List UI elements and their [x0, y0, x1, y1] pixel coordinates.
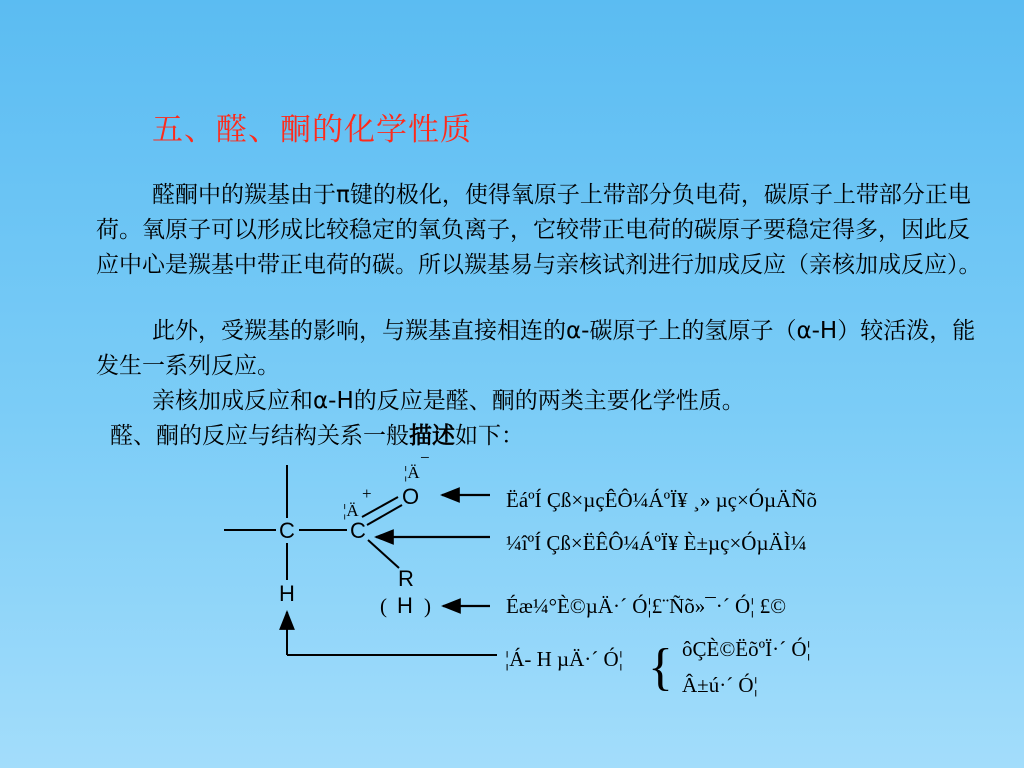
paragraph-carbonyl-polarization: 醛酮中的羰基由于π键的极化，使得氧原子上带部分负电荷，碳原子上带部分正电荷。氧原子可以形成比较稳定的氧负离子，它较带正电荷的碳原子要稳定得多，因此反应中心是羰基中带正电荷的碳。所以羰基易与亲核试剂进行加成反应（亲核加成反应）。: [96, 182, 982, 278]
bond-lines: [224, 465, 497, 655]
charge-delta-plus: ¦Ä: [343, 501, 359, 520]
charge-minus-sign: −: [420, 448, 430, 467]
summary-text-end: 如下：: [455, 423, 524, 449]
summary-bold-word: 描述: [409, 423, 455, 449]
label-aldehyde-h-reaction: Éæ¼°È©µÄ·´ Ó¦£¨Ñõ»¯·´ Ó¦ £©: [506, 594, 787, 618]
brace-icon: {: [648, 639, 673, 696]
atom-aldehyde-h: H: [397, 593, 413, 618]
paragraph-alpha-hydrogen: 此外，受羰基的影响，与羰基直接相连的α-碳原子上的氢原子（α-H）较活泼，能发生一系列反应。: [96, 318, 976, 379]
atom-r-group: R: [398, 566, 414, 591]
atom-hydrogen-alpha: H: [279, 581, 295, 606]
summary-text: 醛、酮的反应与结构关系一般: [110, 423, 409, 449]
label-alpha-h-reaction: ¦Á- H µÄ·´ Ó¦: [505, 647, 623, 671]
label-alpha-reaction-halogenation: Â±ú·´ Ó¦: [682, 673, 758, 697]
aldehyde-paren-close: ): [424, 594, 431, 618]
label-oxygen-attack: ËáºÍ Çß×µçÊÔ¼ÁºÏ¥ ¸» µç×ÓµÄÑõ: [506, 488, 817, 512]
atom-carbon-carbonyl: C: [350, 518, 366, 543]
bond-c-o-2: [367, 505, 402, 525]
aldehyde-paren-open: (: [380, 594, 387, 618]
label-carbon-attack: ¼îºÍ Çß×ËÊÔ¼ÁºÏ¥ È±µç×ÓµÄÌ¼: [506, 531, 807, 555]
bond-c-r: [368, 540, 399, 568]
charge-plus-sign: +: [362, 484, 372, 503]
paragraph-main-properties: 亲核加成反应和α-H的反应是醛、酮的两类主要化学性质。: [152, 388, 745, 414]
charge-delta-minus: ¦Ä: [404, 463, 420, 482]
atom-oxygen: O: [402, 484, 420, 509]
slide-title: 五、醛、酮的化学性质: [152, 112, 472, 148]
label-alpha-reaction-condensation: ôÇÈ©ËõºÏ·´ Ó¦: [682, 637, 811, 661]
atom-carbon-alpha: C: [279, 518, 295, 543]
